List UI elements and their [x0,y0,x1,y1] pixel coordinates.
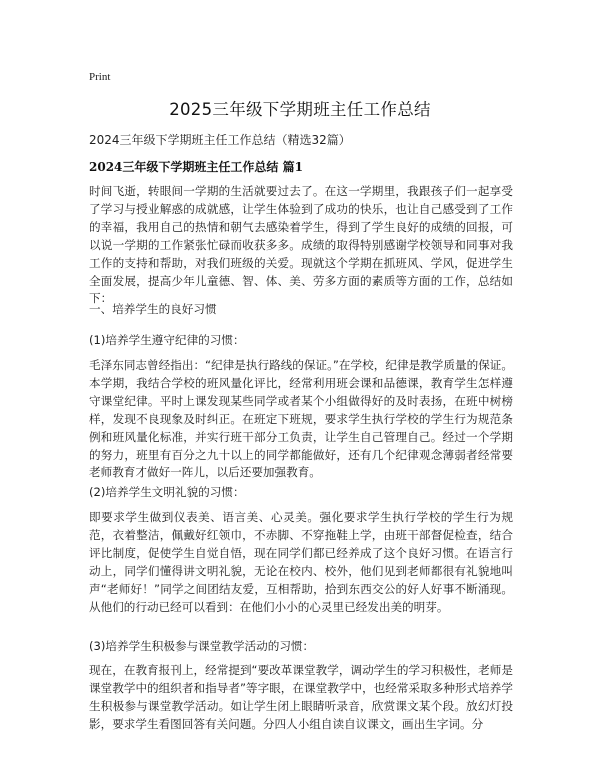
document-subtitle: 2024三年级下学期班主任工作总结（精选32篇） [89,133,351,147]
discipline-habit-paragraph: 毛泽东同志曾经指出：“纪律是执行路线的保证。”在学校，纪律是教学质量的保证。本学期，我结合学校的班风量化评比，经常利用班会课和品德课，教育学生怎样遵守课堂纪律。平时上课发现某些同学或者某个小组做得好的及时表扬，在班中树榜样，发现不良现象及时纠正。在班定下班规，要求学生执行学校的学生行为规范条例和班风量化标准，并实行班干部分工负责，让学生自己管理自己。经过一个学期的努力，班里有百分之九十以上的同学都能做好，还有几个纪律观念薄弱者经常要老师教育才做好一阵儿，以后还要加强教育。 [89,358,513,480]
participation-habit-heading: (3)培养学生积极参与课堂教学活动的习惯： [89,639,315,653]
discipline-habit-heading: (1)培养学生遵守纪律的习惯： [89,333,245,347]
courtesy-habit-paragraph: 即要求学生做到仪表美、语言美、心灵美。强化要求学生执行学校的学生行为规范，衣着整洁，佩戴好红领巾，不赤脚、不穿拖鞋上学，由班干部督促检查，结合评比制度，促使学生自觉自悟，现在同学们都已经养成了这个良好习惯。在语言行动上，同学们懂得讲文明礼貌，无论在校内、校外，他们见到老师都很有礼貌地叫声“老师好！”同学之间团结友爱，互相帮助，拾到东西交公的好人好事不断涌现。从他们的行动已经可以看到：在他们小小的心灵里已经发出美的明芽。 [89,510,513,614]
courtesy-habit-heading: (2)培养学生文明礼貌的习惯： [89,485,245,499]
page-title: 2025三年级下学期班主任工作总结 [169,100,431,119]
intro-paragraph: 时间飞逝，转眼间一学期的生活就要过去了。在这一学期里，我跟孩子们一起享受了学习与授业解惑的成就感，让学生体验到了成功的快乐，也让自己感受到了工作的幸福，我用自己的热情和朝气去感染着学生，得到了学生良好的成绩的回报，可以说一学期的工作紧张忙碌而收获多多。成绩的取得特别感谢学校领导和同事对我工作的支持和帮助，对我们班级的关爱。现就这个学期在抓班风、学风，促进学生全面发展，提高少年儿童德、智、体、美、劳多方面的素质等方面的工作，总结如下： [89,184,513,306]
part-one-heading: 一、培养学生的良好习惯 [89,302,217,316]
participation-habit-paragraph: 现在，在教育报刊上，经常提到“要改革课堂教学，调动学生的学习积极性，老师是课堂教学中的组织者和指导者”等字眼，在课堂教学中，也经常采取多种形式培养学生积极参与课堂教学活动。如让学生闭上眼睛听录音，欣赏课文某个段。放幻灯投影，要求学生看图回答有关问题。分四人小组自读自议课文，画出生字词。分 [89,663,513,731]
section-heading: 2024三年级下学期班主任工作总结 篇1 [89,160,303,174]
print-link[interactable]: Print [89,71,111,83]
